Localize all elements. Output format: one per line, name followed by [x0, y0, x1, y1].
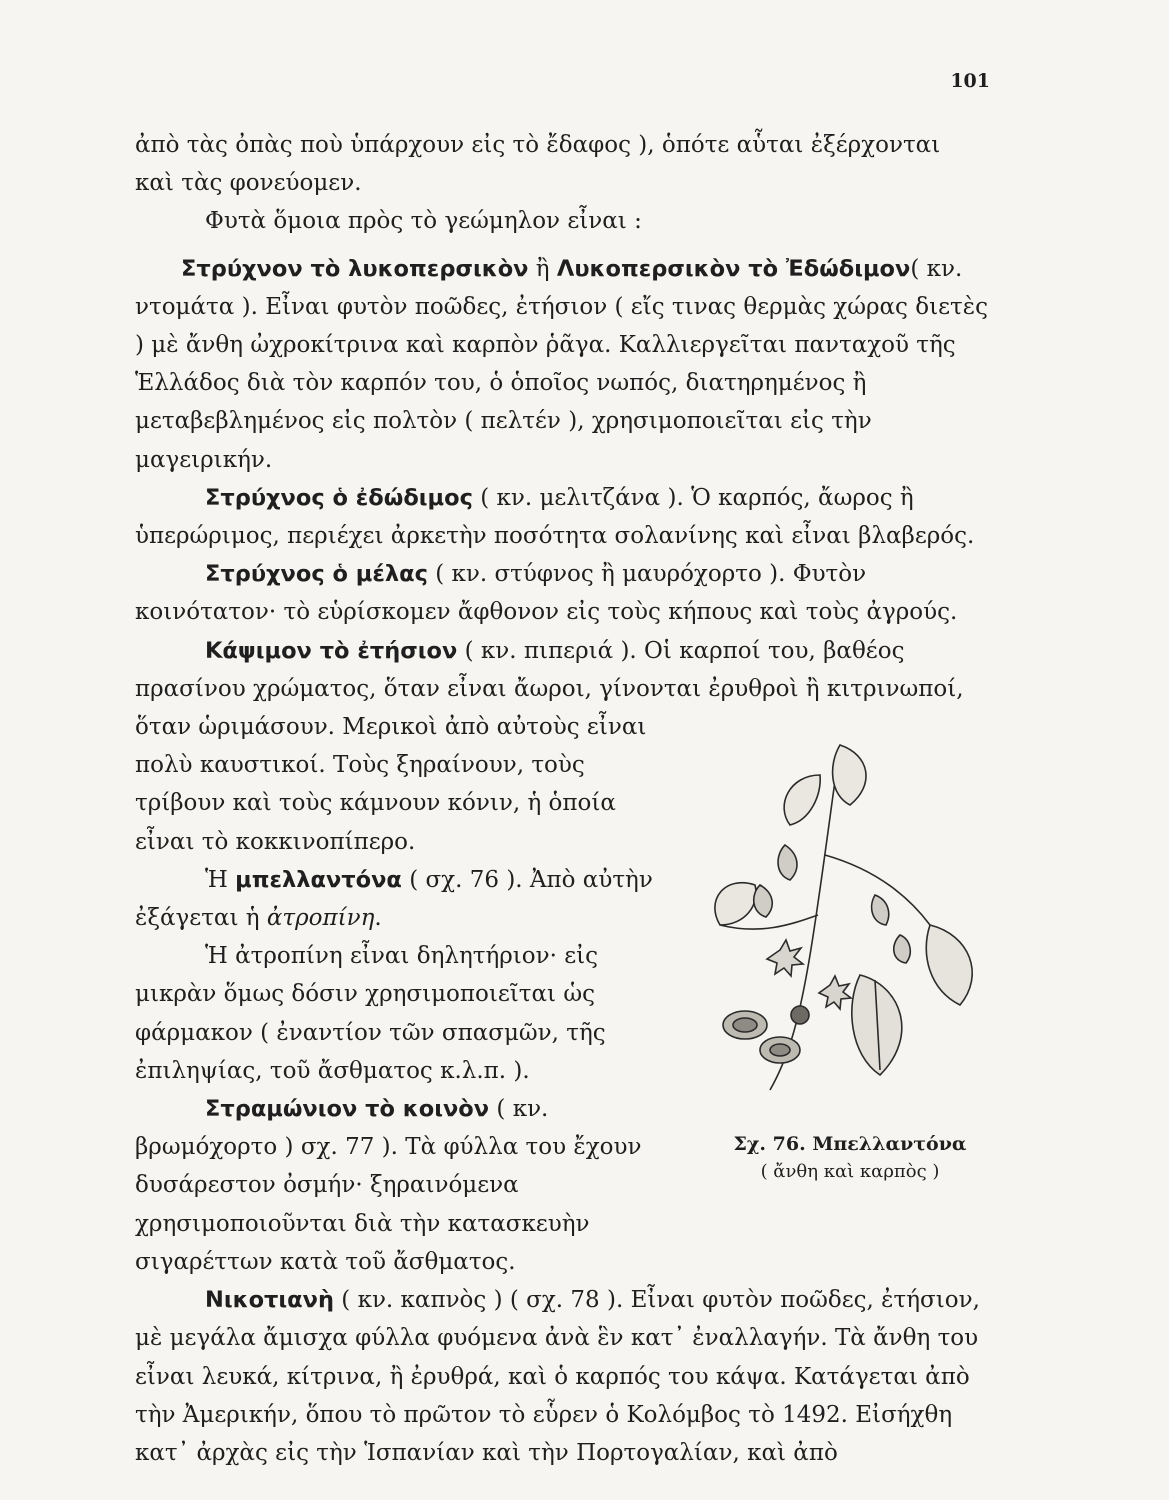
tobacco-entry: [135, 1281, 995, 1472]
atropine-term: ἀτροπίνη: [266, 905, 375, 932]
belladonna-illustration: [700, 735, 1000, 1095]
belladonna-article: Ἡ: [205, 866, 236, 893]
line-2: καὶ τὰς φονεύομεν.: [135, 170, 362, 197]
tomato-body: ( κν. ντομάτα ). Εἶναι φυτὸν ποῶδες, ἐτήσιον ( εἴς τινας θερμὰς χώρας διετὲς ) μὲ ἄνθη ὠχροκίτρινα καὶ καρπὸν ῥᾶγα. Καλλιεργεῖται πανταχοῦ τῆς Ἑλλάδος διὰ τὸν καρπόν του, ὁ ὁποῖος νωπός, διατηρημένος ἢ μεταβεβλημένος εἰς πολτὸν ( πελτέν ), χρησιμοποιεῖται εἰς τὴν μαγειρικήν.: [135, 255, 988, 473]
belladonna-figure: [700, 735, 1000, 1135]
belladonna-entry: [135, 861, 670, 937]
eggplant-heading: Στρύχνος ὁ ἐδώδιμος: [205, 484, 473, 511]
paragraph-continuation: [135, 126, 995, 202]
tomato-heading-alt: Λυκοπερσικὸν τὸ Ἐδώδιμον: [556, 255, 911, 282]
pepper-body: ( κν. πιπεριά ). Οἱ καρποί του, βαθέος πρασίνου χρώματος, ὅταν εἶναι ἄωροι, γίνονται ἐρυθροὶ ἢ κιτρινωποί, ὅταν ὡριμάσουν. Μερικοὶ ἀπὸ αὐτοὺς εἶναι: [135, 637, 964, 741]
caption-subtitle: ( ἄνθη καὶ καρπὸς ): [760, 1161, 940, 1182]
belladonna-period: .: [374, 905, 382, 932]
stramonium-heading: Στραμώνιον τὸ κοινὸν: [205, 1096, 490, 1123]
nightshade-heading: Στρύχνος ὁ μέλας: [205, 561, 428, 588]
tobacco-body: ( κν. καπνὸς ) ( σχ. 78 ). Εἶναι φυτὸν ποῶδες, ἐτήσιον, μὲ μεγάλα ἄμισχα φύλλα φυόμενα ἀνὰ ἓν κατ᾽ ἐναλλαγήν. Τὰ ἄνθη του εἶναι λευκά, κίτρινα, ἢ ἐρυθρά, καὶ ὁ καρπός του κάψα. Κατάγεται ἀπὸ τὴν Ἀμερικήν, ὅπου τὸ πρῶτον τὸ εὗρεν ὁ Κολόμβος τὸ 1492. Εἰσήχθη κατ᾽ ἀρχὰς εἰς τὴν Ἱσπανίαν καὶ τὴν Πορτογαλίαν, καὶ ἀπὸ: [135, 1287, 980, 1466]
stramonium-body: ( κν. βρωμόχορτο ) σχ. 77 ). Τὰ φύλλα του ἔχουν δυσάρεστον ὀσμήν· ξηραινόμενα χρησιμοποιοῦνται διὰ τὴν κατασκευὴν σιγαρέττων κατὰ τοῦ ἄσθματος.: [135, 1096, 642, 1275]
pepper-entry: [135, 632, 995, 747]
belladonna-heading: μπελλαντόνα: [235, 866, 402, 893]
atropine-entry: Ἡ ἀτροπίνη εἶναι δηλητήριον· εἰς μικρὰν ὅμως δόσιν χρησιμοποιεῖται ὡς φάρμακον ( ἐναντίον τῶν σπασμῶν, τῆς ἐπιληψίας, τοῦ ἄσθματος κ.λ.π. ).: [135, 943, 606, 1084]
pepper-heading: Κάψιμον τὸ ἐτήσιον: [205, 637, 458, 664]
tomato-entry: [135, 250, 995, 479]
stramonium-entry: [135, 1090, 670, 1281]
heading-connector: ἢ: [528, 255, 557, 282]
figure-caption: [710, 1130, 990, 1186]
intro-line: Φυτὰ ὅμοια πρὸς τὸ γεώμηλον εἶναι :: [205, 208, 642, 235]
eggplant-body: ( κν. μελιτζάνα ). Ὁ καρπός, ἄωρος ἢ ὑπερώριμος, περιέχει ἀρκετὴν ποσότητα σολανίνης καὶ εἶναι βλαβερός.: [135, 484, 975, 550]
page-number: 101: [950, 70, 990, 92]
tobacco-heading: Νικοτιανὴ: [205, 1287, 334, 1314]
nightshade-body: ( κν. στύφνος ἢ μαυρόχορτο ). Φυτὸν κοινότατον· τὸ εὑρίσκομεν ἄφθονον εἰς τοὺς κήπους καὶ τοὺς ἀγρούς.: [135, 561, 958, 626]
belladonna-body: ( σχ. 76 ). Ἀπὸ αὐτὴν ἐξάγεται ἡ: [135, 866, 653, 932]
line-1: ἀπὸ τὰς ὀπὰς ποὺ ὑπάρχουν εἰς τὸ ἔδαφος ), ὁπότε αὗται ἐξέρχονται: [135, 132, 941, 158]
tomato-heading: Στρύχνον τὸ λυκοπερσικὸν: [181, 255, 529, 282]
pepper-entry-cont: πολὺ καυστικοί. Τοὺς ξηραίνουν, τοὺς τρίβουν καὶ τοὺς κάμνουν κόνιν, ἡ ὁποία εἶναι τὸ κοκκινοπίπερο.: [135, 752, 616, 855]
nightshade-entry: [135, 555, 995, 631]
eggplant-entry: [135, 479, 995, 555]
caption-title: Σχ. 76. Μπελλαντόνα: [733, 1133, 967, 1155]
